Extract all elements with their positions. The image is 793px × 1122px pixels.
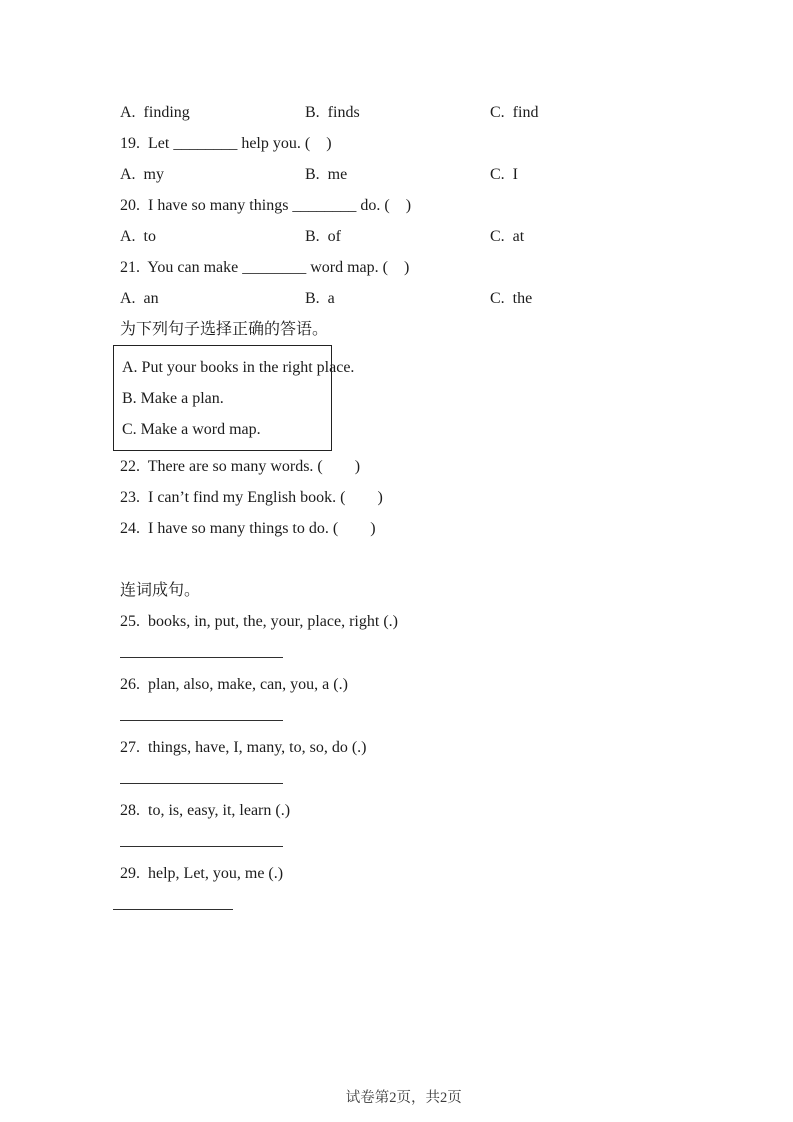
options-row-20 xyxy=(120,221,780,252)
options-row-21 xyxy=(120,283,780,314)
option-c: C. find xyxy=(490,104,539,121)
spacer xyxy=(120,544,780,575)
question-28: 28. to, is, easy, it, learn (.) xyxy=(120,802,291,819)
answer-bank-item-b: B. Make a plan. xyxy=(122,390,224,407)
option-b: B. finds xyxy=(305,104,360,121)
answer-line-25 xyxy=(120,657,283,658)
rearrange-item-25 xyxy=(120,606,780,669)
question-23: 23. I can’t find my English book. ( ) xyxy=(120,489,383,506)
rearrange-item-26 xyxy=(120,669,780,732)
question-29: 29. help, Let, you, me (.) xyxy=(120,865,284,882)
option-a: A. my xyxy=(120,166,164,183)
answer-area-27 xyxy=(120,763,780,795)
option-a: A. finding xyxy=(120,104,190,121)
option-b: B. of xyxy=(305,228,341,245)
rearrange-item-29 xyxy=(120,858,780,921)
rearrange-item-27 xyxy=(120,732,780,795)
page-number-label: 试卷第2页，共2页 xyxy=(345,1090,462,1106)
question-26: 26. plan, also, make, can, you, a (.) xyxy=(120,676,348,693)
option-a: A. to xyxy=(120,228,156,245)
rearrange-item-28 xyxy=(120,795,780,858)
answer-bank-item-a: A. Put your books in the right place. xyxy=(122,359,355,376)
question-22: 22. There are so many words. ( ) xyxy=(120,458,361,475)
option-c: C. I xyxy=(490,166,518,183)
question-21: 21. You can make ________ word map. ( ) xyxy=(120,259,410,276)
matching-instruction: 为下列句子选择正确的答语。 xyxy=(120,321,329,338)
answer-line-27 xyxy=(120,783,283,784)
answer-line-28 xyxy=(120,846,283,847)
answer-line-29 xyxy=(113,909,233,910)
option-b: B. a xyxy=(305,290,335,307)
option-a: A. an xyxy=(120,290,159,307)
answer-bank-item-c: C. Make a word map. xyxy=(122,421,261,438)
answer-line-26 xyxy=(120,720,283,721)
options-row-18 xyxy=(120,97,780,128)
option-c: C. the xyxy=(490,290,533,307)
question-19: 19. Let ________ help you. ( ) xyxy=(120,135,332,152)
rearrange-instruction: 连词成句。 xyxy=(120,582,201,599)
question-24: 24. I have so many things to do. ( ) xyxy=(120,520,376,537)
question-20: 20. I have so many things ________ do. ( ) xyxy=(120,197,412,214)
answer-area-26 xyxy=(120,700,780,732)
option-c: C. at xyxy=(490,228,525,245)
question-25: 25. books, in, put, the, your, place, right (.) xyxy=(120,613,398,630)
answer-area-29 xyxy=(120,889,780,921)
exam-content xyxy=(120,97,780,921)
answer-area-28 xyxy=(120,826,780,858)
options-row-19 xyxy=(120,159,780,190)
page-footer xyxy=(0,1071,793,1122)
answer-area-25 xyxy=(120,637,780,669)
option-b: B. me xyxy=(305,166,348,183)
question-27: 27. things, have, I, many, to, so, do (.) xyxy=(120,739,367,756)
answer-bank-box xyxy=(113,345,355,451)
